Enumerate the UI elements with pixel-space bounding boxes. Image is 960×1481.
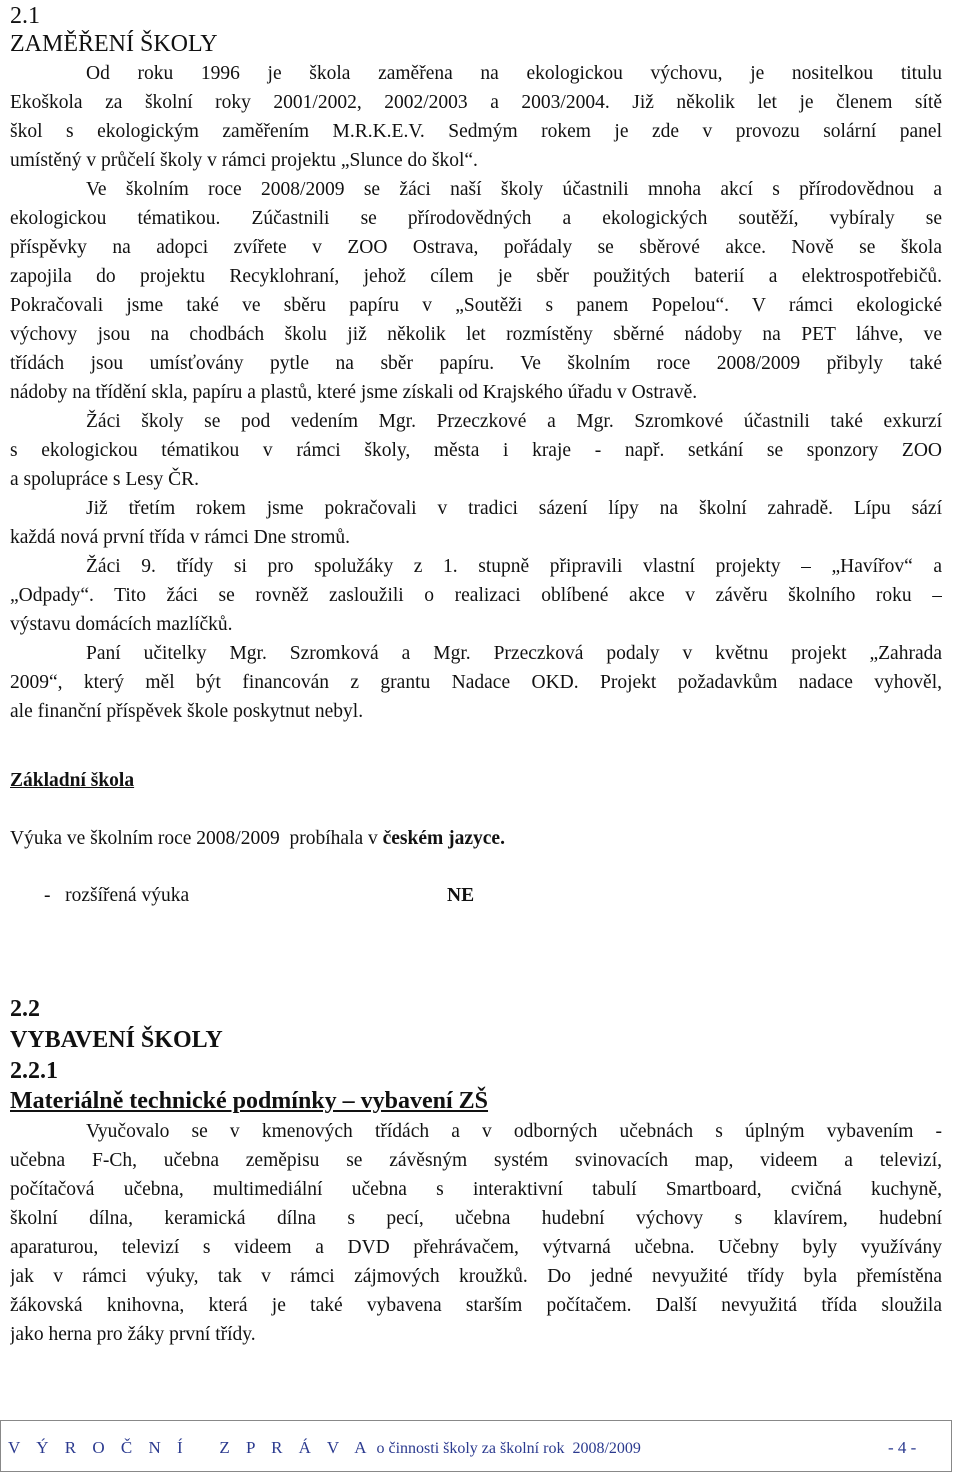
text-line: učebna F-Ch, učebna zeměpisu se závěsným systém svinovacích map, videem a televizí, bbox=[10, 1150, 942, 1171]
text-line: ale finanční příspěvek škole poskytnut nebyl. bbox=[10, 701, 364, 722]
subsection-number: 2.2.1 bbox=[10, 1058, 58, 1084]
text-line: Od roku 1996 je škola zaměřena na ekologickou výchovu, je nositelkou titulu bbox=[86, 63, 942, 84]
text-line: aparaturou, televizí s videem a DVD přehrávačem, výtvarná učebna. Učebny byly využívány bbox=[10, 1237, 942, 1258]
text-line: umístěný v průčelí školy v rámci projektu „Slunce do škol“. bbox=[10, 150, 478, 171]
text-line: a spolupráce s Lesy ČR. bbox=[10, 469, 200, 490]
section-2-1-text bbox=[10, 59, 942, 726]
text-line: každá nová první třída v rámci Dne stromů. bbox=[10, 527, 351, 548]
section-title: VYBAVENÍ ŠKOLY bbox=[10, 1027, 223, 1053]
text-line: Již třetím rokem jsme pokračovali v tradici sázení lípy na školní zahradě. Lípu sází bbox=[86, 498, 942, 519]
text-line: jako herna pro žáky první třídy. bbox=[10, 1324, 256, 1345]
footer-title: V Ý R O Č N Í Z P R Á V A bbox=[8, 1438, 373, 1457]
text-line: Paní učitelky Mgr. Szromková a Mgr. Przeczková podaly v květnu projekt „Zahrada bbox=[86, 643, 942, 664]
extended-teaching-label: - rozšířená výuka bbox=[44, 885, 190, 906]
text-line: Žáci školy se pod vedením Mgr. Przeczkové a Mgr. Szromkové účastnili také exkurzí bbox=[86, 411, 942, 432]
text-line: Ekoškola za školní roky 2001/2002, 2002/2003 a 2003/2004. Již několik let je členem sítě bbox=[10, 92, 942, 113]
extended-teaching-value: NE bbox=[447, 885, 475, 906]
text-line: příspěvky na adopci zvířete v ZOO Ostrava, pořádaly se sběrové akce. Nově se škola bbox=[10, 237, 942, 258]
text-line: 2009“, který měl být financován z grantu Nadace OKD. Projekt požadavkům nadace vyhověl, bbox=[10, 672, 942, 693]
text-line: Žáci 9. třídy si pro spolužáky z 1. stupně připravili vlastní projekty – „Havířov“ a bbox=[86, 556, 942, 577]
subsection-title: Materiálně technické podmínky – vybavení ZŠ bbox=[10, 1088, 489, 1114]
text-line: školní dílna, keramická dílna s pecí, učebna hudební výchovy s klavírem, hudební bbox=[10, 1208, 942, 1229]
text-line: ekologickou tématikou. Zúčastnili se přírodovědných a ekologických soutěží, vybíraly se bbox=[10, 208, 942, 229]
footer-subtitle: o činnosti školy za školní rok 2008/2009 bbox=[372, 1440, 641, 1457]
text-line: s ekologickou tématikou v rámci školy, města i kraje - např. setkání se sponzory ZOO bbox=[10, 440, 942, 461]
section-number: 2.1 bbox=[10, 3, 40, 29]
text-line: škol s ekologickým zaměřením M.R.K.E.V. Sedmým rokem je zde v provozu solární panel bbox=[10, 121, 942, 142]
text-line: žákovská knihovna, která je také vybavena starším počítačem. Další nevyužitá třída sloužila bbox=[10, 1295, 942, 1316]
text-line: Pokračovali jsme také ve sběru papíru v „Soutěži s panem Popelou“. V rámci ekologické bbox=[10, 295, 942, 316]
text-line: „Odpady“. Tito žáci se rovněž zasloužili o realizaci oblíbené akce v závěru školního roku – bbox=[10, 585, 942, 606]
text-line: zapojila do projektu Recyklohraní, jehož cílem je sběr použitých baterií a elektrospotřebičů. bbox=[10, 266, 942, 287]
text-line: třídách jsou umísťovány pytle na sběr papíru. Ve školním roce 2008/2009 přibyly také bbox=[10, 353, 942, 374]
zakladni-skola-heading: Základní škola bbox=[10, 770, 135, 791]
footer-text bbox=[8, 1438, 641, 1458]
language-statement bbox=[10, 824, 505, 853]
text-line: výstavu domácích mazlíčků. bbox=[10, 614, 233, 635]
text-line: Vyučovalo se v kmenových třídách a v odborných učebnách s úplným vybavením - bbox=[86, 1121, 942, 1142]
text-line: Ve školním roce 2008/2009 se žáci naší školy účastnili mnoha akcí s přírodovědnou a bbox=[86, 179, 942, 200]
section-number: 2.2 bbox=[10, 996, 40, 1022]
text-line: jak v rámci výuky, tak v rámci zájmových kroužků. Do jedné nevyužité třídy byla přemístěna bbox=[10, 1266, 942, 1287]
section-2-2-text bbox=[10, 1117, 942, 1349]
section-title: ZAMĚŘENÍ ŠKOLY bbox=[10, 31, 218, 57]
page-number: - 4 - bbox=[888, 1438, 917, 1457]
text-line: nádoby na třídění skla, papíru a plastů, které jsme získali od Krajského úřadu v Ostravě. bbox=[10, 382, 698, 403]
language-value: českém jazyce. bbox=[382, 828, 505, 849]
text-line: výchovy jsou na chodbách školu již několik let rozmístěny sběrné nádoby na PET láhve, ve bbox=[10, 324, 942, 345]
language-prefix: Výuka ve školním roce 2008/2009 probíhala v bbox=[10, 828, 383, 849]
text-line: počítačová učebna, multimediální učebna s interaktivní tabulí Smartboard, cvičná kuchyně, bbox=[10, 1179, 942, 1200]
